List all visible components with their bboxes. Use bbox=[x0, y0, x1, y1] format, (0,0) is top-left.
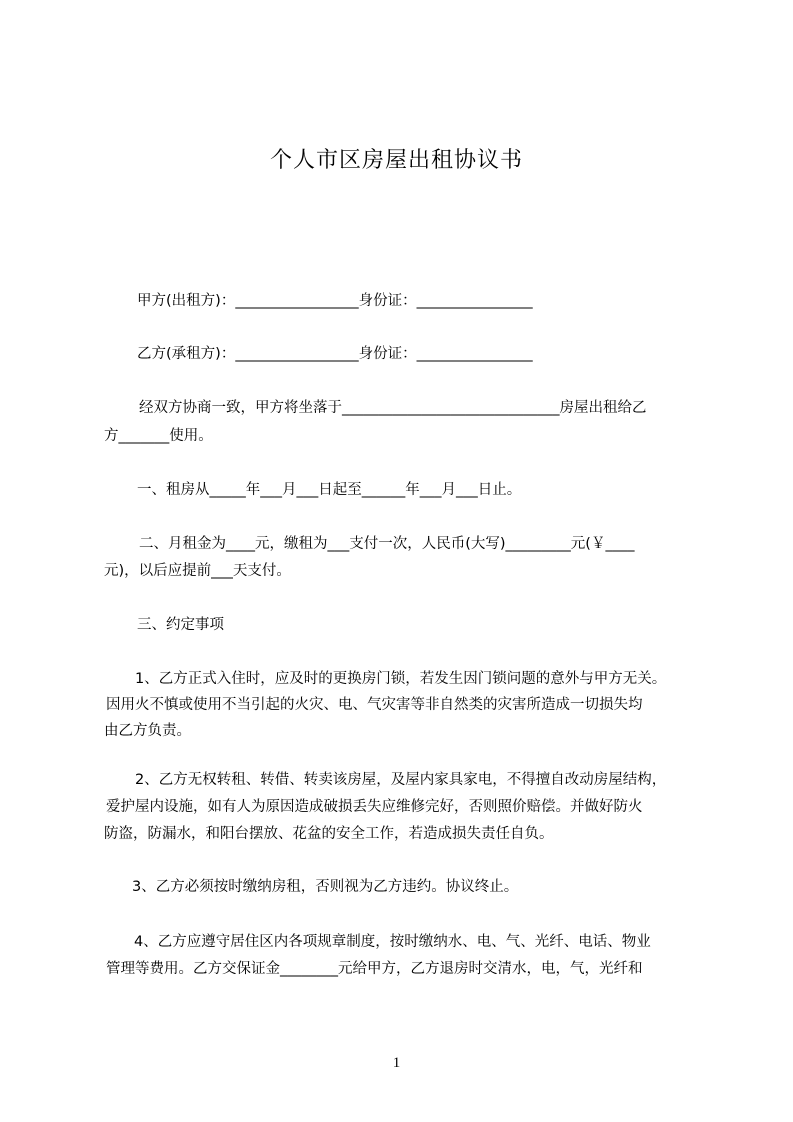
item-1-line-2: 因用火不慎或使用不当引起的火灾、电、气灾害等非自然类的灾害所造成一切损失均 bbox=[106, 697, 643, 713]
item-2-line-1: 2、乙方无权转租、转借、转卖该房屋，及屋内家具家电，不得擅自改动房屋结构， bbox=[135, 772, 667, 788]
item-2-line-3: 防盗，防漏水，和阳台摆放、花盆的安全工作，若造成损失责任自负。 bbox=[104, 826, 554, 842]
page-number: 1 bbox=[392, 1055, 401, 1071]
item-4-line-1: 4、乙方应遵守居住区内各项规章制度，按时缴纳水、电、气、光纤、电话、物业 bbox=[134, 934, 651, 950]
item-3-line: 3、乙方必须按时缴纳房租，否则视为乙方违约。协议终止。 bbox=[132, 879, 519, 895]
intro-line-2: 方_______使用。 bbox=[104, 428, 213, 444]
clause-3-heading: 三、约定事项 bbox=[137, 617, 224, 633]
clause-2-rent-line-2: 元)，以后应提前___天支付。 bbox=[104, 563, 291, 579]
party-a-line: 甲方(出租方)：_________________身份证：________________ bbox=[137, 293, 533, 309]
party-b-line: 乙方(承租方)：_________________身份证：________________ bbox=[137, 346, 533, 362]
item-2-line-2: 爱护屋内设施，如有人为原因造成破损丢失应维修完好，否则照价赔偿。并做好防火 bbox=[106, 799, 643, 815]
intro-line-1: 经双方协商一致，甲方将坐落于______________________________房屋出租给乙 bbox=[139, 400, 647, 416]
clause-1-term: 一、租房从_____年___月___日起至______年___月___日止。 bbox=[137, 482, 522, 498]
item-4-line-2: 管理等费用。乙方交保证金________元给甲方，乙方退房时交清水，电，气，光纤和 bbox=[106, 961, 643, 977]
item-1-line-3: 由乙方负责。 bbox=[104, 723, 191, 739]
item-1-line-1: 1、乙方正式入住时，应及时的更换房门锁，若发生因门锁问题的意外与甲方无关。 bbox=[135, 671, 667, 687]
document-title: 个人市区房屋出租协议书 bbox=[269, 148, 523, 173]
clause-2-rent-line-1: 二、月租金为____元，缴租为___支付一次，人民币(大写)_________元(￥____ bbox=[139, 536, 635, 552]
